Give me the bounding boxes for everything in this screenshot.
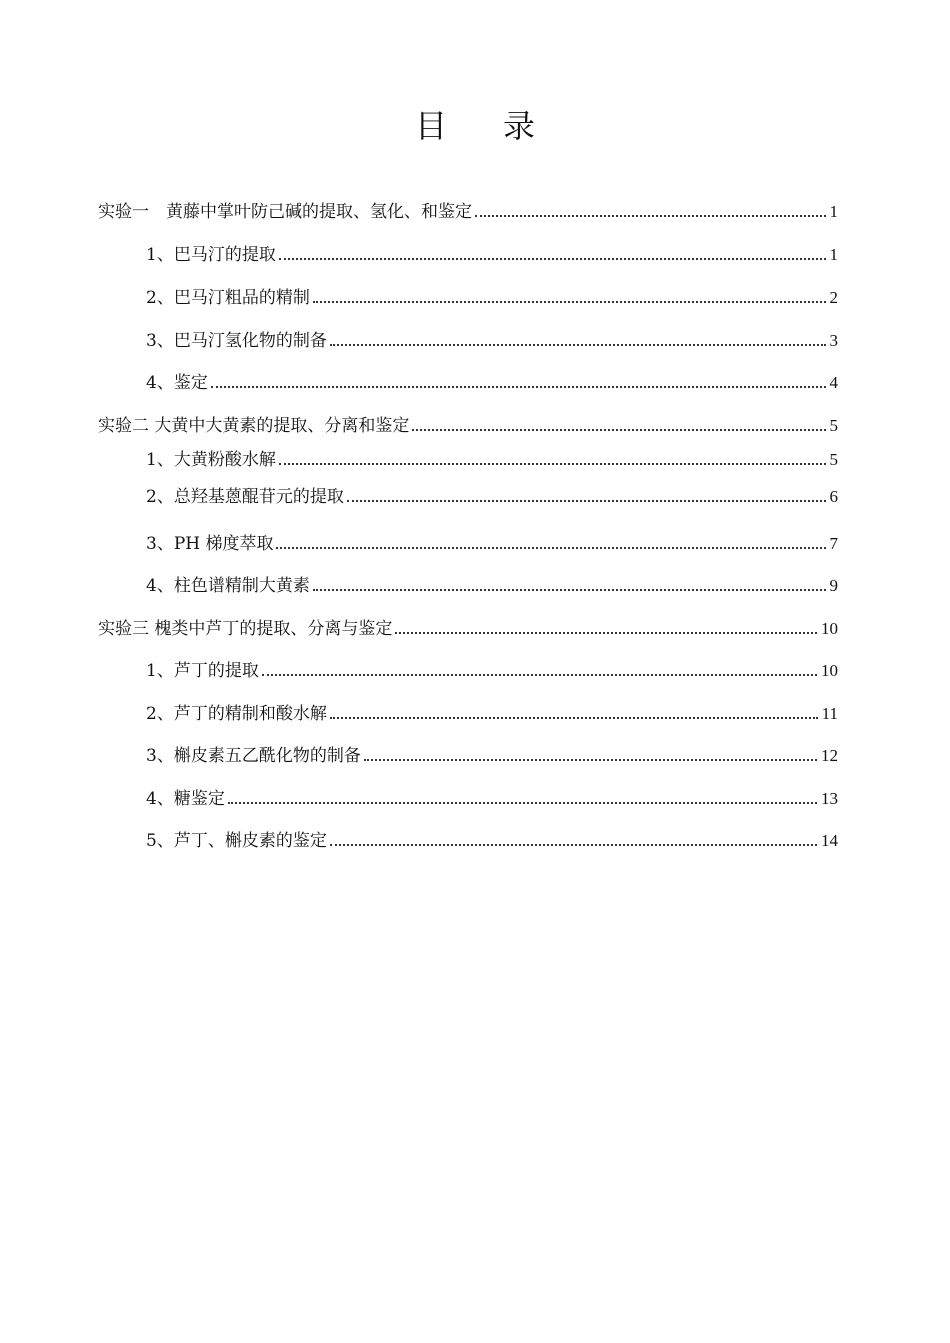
toc-entry-1-1[interactable] <box>146 242 838 266</box>
toc-entry-page-number: 4 <box>829 373 838 392</box>
toc-entry-page-number: 5 <box>829 450 838 469</box>
toc-entry-3-3[interactable] <box>146 743 838 767</box>
toc-entry-1-4[interactable] <box>146 370 838 394</box>
dot-leader <box>412 429 825 431</box>
dot-leader <box>279 463 826 465</box>
toc-entry-2-4[interactable] <box>146 573 838 597</box>
toc-entry-label: 3、槲皮素五乙酰化物的制备 <box>146 746 361 766</box>
dot-leader <box>262 674 817 676</box>
toc-entry-label: 1、巴马汀的提取 <box>146 245 276 265</box>
dot-leader <box>395 632 817 634</box>
toc-entry-1-3[interactable] <box>146 328 838 352</box>
toc-entry-experiment-2[interactable] <box>98 413 838 437</box>
toc-entry-page-number: 1 <box>829 202 838 221</box>
toc-entry-label: 1、芦丁的提取 <box>146 661 259 681</box>
toc-entry-page-number: 14 <box>821 831 838 850</box>
toc-entry-page-number: 7 <box>829 534 838 553</box>
toc-entry-1-2[interactable] <box>146 285 838 309</box>
toc-entry-label: 5、芦丁、槲皮素的鉴定 <box>146 831 327 851</box>
toc-entry-label: 1、大黄粉酸水解 <box>146 450 276 470</box>
toc-entry-label: 实验二 大黄中大黄素的提取、分离和鉴定 <box>98 416 410 436</box>
toc-entry-label: 3、巴马汀氢化物的制备 <box>146 331 327 351</box>
dot-leader <box>330 844 817 846</box>
toc-entry-label: 4、柱色谱精制大黄素 <box>146 576 310 596</box>
toc-entry-page-number: 1 <box>829 245 838 264</box>
dot-leader <box>313 301 826 303</box>
toc-entry-label: 实验一 黄藤中掌叶防己碱的提取、氢化、和鉴定 <box>98 202 472 222</box>
toc-entry-3-1[interactable] <box>146 658 838 682</box>
toc-entry-page-number: 10 <box>821 661 838 680</box>
dot-leader <box>347 500 826 502</box>
dot-leader <box>475 215 826 217</box>
dot-leader <box>228 802 817 804</box>
toc-entry-3-5[interactable] <box>146 828 838 852</box>
toc-entry-label: 2、总羟基蒽醌苷元的提取 <box>146 487 344 507</box>
toc-title-char-1: 目 <box>414 107 447 145</box>
toc-entry-3-2[interactable] <box>146 701 838 725</box>
toc-entry-label: 4、鉴定 <box>146 373 208 393</box>
dot-leader <box>211 386 826 388</box>
toc-entry-page-number: 10 <box>821 619 838 638</box>
toc-entry-page-number: 12 <box>821 746 838 765</box>
dot-leader <box>279 258 826 260</box>
toc-entry-label: 4、糖鉴定 <box>146 789 225 809</box>
toc-entry-experiment-3[interactable] <box>98 616 838 640</box>
toc-title-char-2: 录 <box>503 107 536 145</box>
toc-entry-3-4[interactable] <box>146 786 838 810</box>
toc-entry-label: 实验三 槐类中芦丁的提取、分离与鉴定 <box>98 619 393 639</box>
toc-entry-page-number: 2 <box>829 288 838 307</box>
toc-title <box>0 104 950 148</box>
toc-entry-experiment-1[interactable] <box>98 199 838 223</box>
dot-leader <box>313 589 826 591</box>
dot-leader <box>276 547 825 549</box>
toc-entry-2-1[interactable] <box>146 447 838 471</box>
toc-entry-page-number: 3 <box>829 331 838 350</box>
toc-entry-2-2[interactable] <box>146 484 838 508</box>
toc-entry-label: 3、PH 梯度萃取 <box>146 534 274 554</box>
toc-entry-2-3[interactable] <box>146 531 838 555</box>
dot-leader <box>330 344 826 346</box>
toc-entry-page-number: 5 <box>829 416 838 435</box>
toc-entry-page-number: 13 <box>821 789 838 808</box>
toc-entry-page-number: 11 <box>821 704 838 723</box>
dot-leader <box>330 717 818 719</box>
toc-entry-page-number: 9 <box>829 576 838 595</box>
toc-entry-page-number: 6 <box>829 487 838 506</box>
toc-entry-label: 2、巴马汀粗品的精制 <box>146 288 310 308</box>
toc-entry-label: 2、芦丁的精制和酸水解 <box>146 704 327 724</box>
dot-leader <box>364 759 817 761</box>
